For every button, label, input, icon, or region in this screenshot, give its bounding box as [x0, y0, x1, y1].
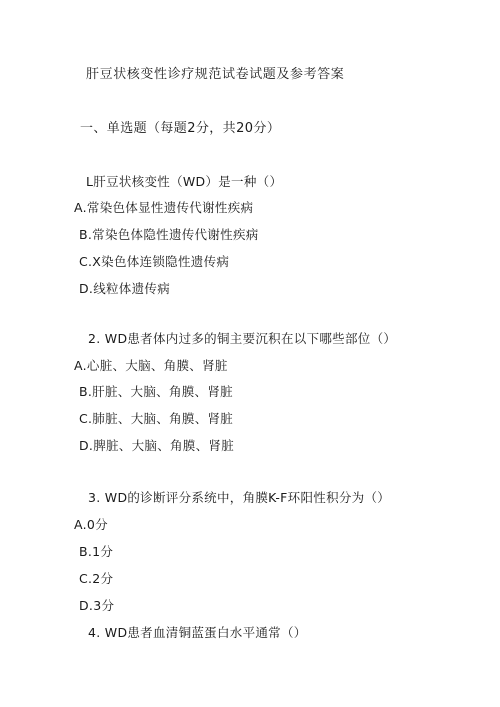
question-3-option-c: C.2分 — [79, 571, 114, 586]
question-1-option-d: D.线粒体遗传病 — [79, 281, 170, 296]
question-2-option-d: D.脾脏、大脑、角膜、肾脏 — [79, 438, 234, 453]
question-3-option-a: A.0分 — [74, 517, 108, 532]
question-4-stem: 4. WD患者血清铜蓝蛋白水平通常（） — [88, 625, 307, 640]
question-2-option-c: C.肺脏、大脑、角膜、肾脏 — [79, 411, 234, 426]
question-2-option-b: B.肝脏、大脑、角膜、肾脏 — [79, 384, 233, 399]
question-2-stem: 2. WD患者体内过多的铜主要沉积在以下哪些部位（） — [88, 331, 397, 346]
section-heading: 一、单选题（每题2分，共20分） — [80, 121, 281, 136]
question-1-stem: L肝豆状核变性（WD）是一种（） — [86, 174, 283, 189]
page-title: 肝豆状核变性诊疗规范试卷试题及参考答案 — [86, 67, 345, 82]
question-2-option-a: A.心脏、大脑、角膜、肾脏 — [74, 358, 228, 373]
question-1-option-a: A.常染色体显性遗传代谢性疾病 — [74, 200, 254, 215]
question-1-option-b: B.常染色体隐性遗传代谢性疾病 — [79, 227, 259, 242]
question-3-stem: 3. WD的诊断评分系统中，角膜K-F环阳性积分为（） — [88, 490, 391, 505]
question-3-option-d: D.3分 — [79, 598, 115, 613]
question-1-option-c: C.X染色体连锁隐性遗传病 — [79, 254, 230, 269]
question-3-option-b: B.1分 — [79, 544, 114, 559]
